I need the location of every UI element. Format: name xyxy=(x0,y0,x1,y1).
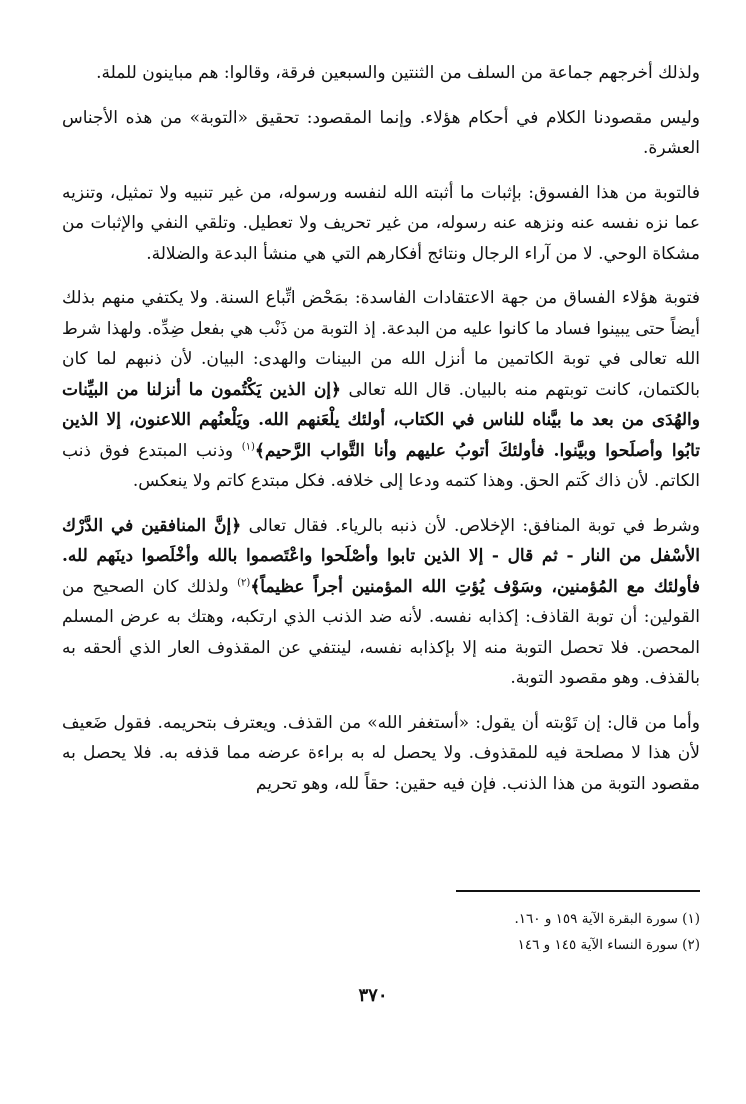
paragraph-5-text-a: وشرط في توبة المنافق: الإخلاص. لأن ذنبه بالرياء. فقال تعالى xyxy=(241,515,700,536)
paragraph-5 xyxy=(62,511,700,694)
paragraph-3-text: فالتوبة من هذا الفسوق: بإثبات ما أثبته الله لنفسه ورسوله، من غير تنبيه ولا تمثيل، وتنزيه عما نزه نفسه عنه ونزهه عنه رسوله، من غير تحريف ولا تعطيل. وتلقي النفي والإثبات من مشكاة الوحي. لا من آراء الرجال ونتائج أفكارهم التي هي منشأ البدعة والضلالة. xyxy=(62,182,700,264)
paragraph-2 xyxy=(62,103,700,164)
footnotes xyxy=(280,906,700,958)
footnote-ref-2: (٢) xyxy=(237,576,251,588)
page-body xyxy=(62,58,700,813)
footnote-ref-1: (١) xyxy=(241,440,255,452)
paragraph-3 xyxy=(62,178,700,270)
page-number: ٣٧٠ xyxy=(358,985,388,1006)
paragraph-6 xyxy=(62,708,700,800)
footnote-2: (٢) سورة النساء الآية ١٤٥ و ١٤٦ xyxy=(517,937,700,953)
paragraph-4 xyxy=(62,283,700,497)
quran-verse-baqarah: ﴿إن الذين يَكْتُمون ما أنزلنا من البيِّنات والهُدَى من بعد ما بيَّناه للناس في الكتاب، أولئك يلْعَنهم الله. ويَلْعنُهم اللاعنون، إلا الذين تابُوا وأصلَحوا وبيَّنوا. فأولئكَ أتوبُ عليهم وأنا التَّواب الرَّحيم﴾ xyxy=(62,379,700,461)
paragraph-1 xyxy=(62,58,700,89)
paragraph-5-text-b: ولذلك كان الصحيح من القولين: أن توبة القاذف: إكذابه نفسه. لأنه ضد الذنب الذي ارتكبه، وهتك به عرض المسلم المحصن. فلا تحصل التوبة منه إلا بإكذابه نفسه، لينتفي عن المقذوف العار الذي ألحقه به بالقذف. وهو مقصود التوبة. xyxy=(62,576,700,688)
paragraph-4-text-b: وذنب المبتدع فوق ذنب الكاتم. لأن ذاك كَتم الحق. وهذا كتمه ودعا إلى خلافه. فكل مبتدع كاتم ولا ينعكس. xyxy=(62,440,700,491)
paragraph-1-text: ولذلك أخرجهم جماعة من السلف من الثنتين والسبعين فرقة، وقالوا: هم مباينون للملة. xyxy=(96,63,700,83)
paragraph-2-text: وليس مقصودنا الكلام في أحكام هؤلاء. وإنما المقصود: تحقيق «التوبة» من هذه الأجناس العشرة. xyxy=(62,107,700,158)
paragraph-6-text: وأما من قال: إن تَوْبته أن يقول: «أستغفر الله» من القذف. ويعترف بتحريمه. فقول ضَعيف لأن هذا لا مصلحة فيه للمقذوف. ولا يحصل له به براءة عرضه مما قذفه به. فلا يحصل به مقصود التوبة من هذا الذنب. فإن فيه حقين: حقاً لله، وهو تحريم xyxy=(62,712,700,794)
quran-verse-nisa: ﴿إنَّ المنافقين في الدَّرْك الأسْفل من النار - ثم قال - إلا الذين تابوا وأصْلَحوا واعْتَصموا بالله وأخْلَصوا دينَهم لله. فأولئك مع المُؤمنين، وسَوْف يُؤتِ الله المؤمنين أجراً عظيماً﴾ xyxy=(62,515,700,597)
paragraph-4-text-a: فتوبة هؤلاء الفساق من جهة الاعتقادات الفاسدة: بمَحْض اتِّباع السنة. ولا يكتفي منهم بذلك أيضاً حتى يبينوا فساد ما كانوا عليه من البدعة. إذ التوبة من ذَنْب هي بفعل ضِدِّه. ولهذا شرط الله تعالى في توبة الكاتمين ما أنزل الله من البينات والهدى: البيان. لأن ذنبهم لما كان بالكتمان، كانت توبتهم منه بالبيان. قال الله تعالى xyxy=(62,288,700,400)
footnote-1: (١) سورة البقرة الآية ١٥٩ و ١٦٠. xyxy=(514,911,700,927)
footnote-separator xyxy=(456,890,700,892)
